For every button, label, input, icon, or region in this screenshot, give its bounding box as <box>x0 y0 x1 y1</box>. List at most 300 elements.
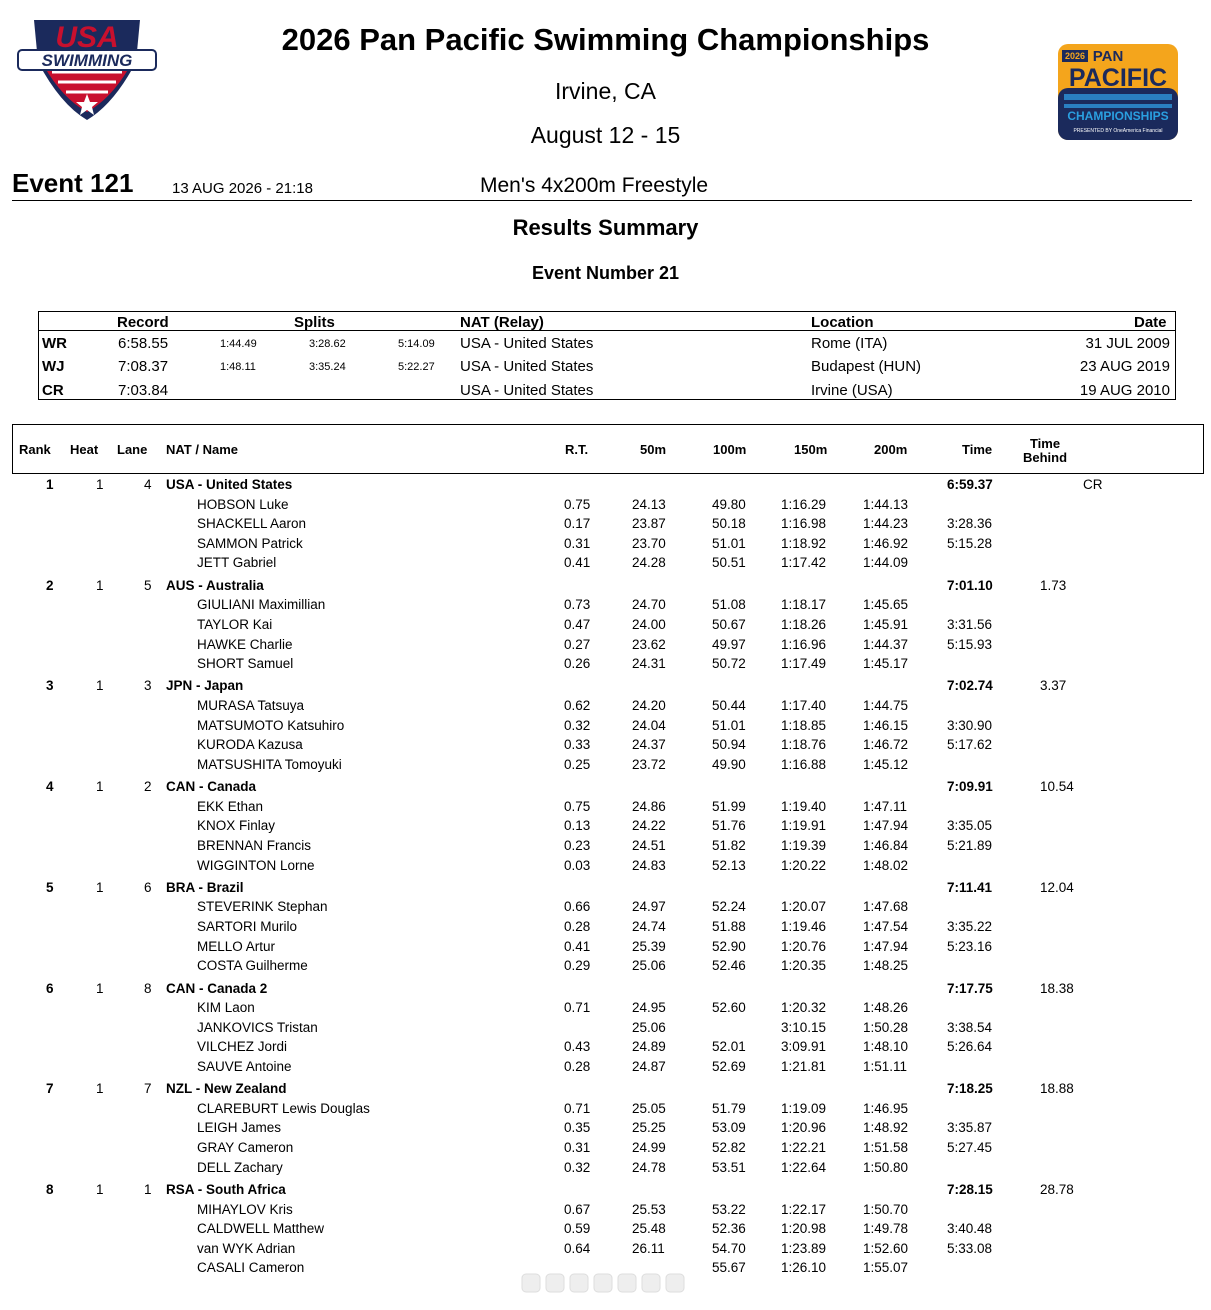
swimmer-row <box>0 617 1211 637</box>
team-behind: 3.37 <box>1040 678 1067 694</box>
team-lane: 5 <box>144 577 152 593</box>
swimmer-rt: 0.33 <box>564 737 591 753</box>
team-time: 7:28.15 <box>947 1181 993 1197</box>
swimmer-s50: 24.37 <box>632 737 666 753</box>
swimmer-rt: 0.67 <box>564 1201 591 1217</box>
page-indicator-dots <box>520 1270 690 1296</box>
championship-title: 2026 Pan Pacific Swimming Championships <box>281 22 930 57</box>
swimmer-s200: 1:47.68 <box>863 899 909 915</box>
swimmer-s150: 1:18.76 <box>781 737 827 753</box>
team-team: CAN - Canada <box>166 779 257 795</box>
col-time-behind-line1: Time <box>1029 436 1061 451</box>
swimmer-s50: 25.06 <box>632 1019 666 1035</box>
team-heat: 1 <box>96 477 104 492</box>
swimmer-s200: 1:50.80 <box>863 1159 909 1175</box>
team-time: 7:11.41 <box>947 879 993 895</box>
swimmer-rt: 0.73 <box>564 597 591 613</box>
swimmer-row <box>0 737 1211 757</box>
swimmer-row <box>0 1160 1211 1180</box>
team-time: 6:59.37 <box>947 477 993 492</box>
team-rank: 8 <box>46 1181 54 1197</box>
swimmer-cum: 3:30.90 <box>947 717 993 733</box>
swimmer-s150: 1:19.46 <box>781 919 827 934</box>
swimmer-row <box>0 939 1211 959</box>
swimmer-rt: 0.32 <box>564 1159 591 1175</box>
swimmer-s200: 1:48.25 <box>863 958 909 974</box>
swimmer-s150: 1:20.98 <box>781 1221 827 1237</box>
swimmer-row <box>0 516 1211 536</box>
swimmer-s100: 50.51 <box>712 555 746 571</box>
team-rank: 2 <box>46 577 54 593</box>
championship-dates: August 12 - 15 <box>530 122 681 148</box>
team-time: 7:17.75 <box>947 980 993 996</box>
event-name: Men's 4x200m Freestyle <box>480 174 709 197</box>
team-heat: 1 <box>96 879 104 895</box>
swimmer-s200: 1:49.78 <box>863 1221 909 1237</box>
swimmer-s150: 1:17.42 <box>781 555 827 571</box>
swimmer-s50: 24.28 <box>632 555 666 571</box>
team-team: BRA - Brazil <box>166 879 244 895</box>
swimmer-s150: 1:23.89 <box>781 1240 827 1256</box>
team-row <box>0 981 1211 1001</box>
records-table <box>38 311 1176 400</box>
team-lane: 6 <box>144 879 152 895</box>
swimmer-rt: 0.41 <box>564 555 591 571</box>
swimmer-name: GIULIANI Maximillian <box>197 597 326 613</box>
swimmer-s100: 51.79 <box>712 1100 746 1116</box>
swimmer-s150: 3:10.15 <box>781 1019 827 1035</box>
swimmer-row <box>0 858 1211 878</box>
swimmer-s150: 1:20.22 <box>781 857 827 873</box>
swimmer-s150: 1:22.21 <box>781 1140 827 1155</box>
swimmer-rt: 0.62 <box>564 698 591 713</box>
swimmer-s200: 1:55.07 <box>863 1260 909 1276</box>
swimmer-name: SHORT Samuel <box>197 656 294 672</box>
swimmer-s100: 53.09 <box>712 1120 746 1136</box>
record-nat: USA - United States <box>460 382 594 399</box>
swimmer-s100: 52.82 <box>712 1140 746 1155</box>
swimmer-s50: 23.62 <box>632 636 666 652</box>
swimmer-s50: 24.86 <box>632 798 666 814</box>
swimmer-name: MURASA Tatsuya <box>197 698 305 713</box>
swimmer-s100: 53.22 <box>712 1201 746 1217</box>
team-behind: 10.54 <box>1040 779 1074 795</box>
swimmer-s50: 24.51 <box>632 837 666 853</box>
team-lane: 2 <box>144 779 152 795</box>
swimmer-cum: 5:15.93 <box>947 636 993 652</box>
swimmer-rt: 0.35 <box>564 1120 591 1136</box>
swimmer-s100: 49.80 <box>712 496 746 512</box>
record-s1: 1:44.49 <box>220 338 257 350</box>
records-header-date: Date <box>1134 314 1167 331</box>
team-behind: 18.38 <box>1040 980 1074 996</box>
team-lane: 4 <box>144 477 152 492</box>
swimmer-s100: 50.18 <box>712 516 746 532</box>
swimmer-s200: 1:50.70 <box>863 1201 909 1217</box>
team-flag: CR <box>1083 477 1103 492</box>
swimmer-s50: 24.31 <box>632 656 666 672</box>
swimmer-row <box>0 698 1211 718</box>
swimmer-name: JANKOVICS Tristan <box>197 1019 318 1035</box>
swimmer-s200: 1:45.65 <box>863 597 909 613</box>
team-heat: 1 <box>96 1081 104 1097</box>
team-row <box>0 779 1211 799</box>
swimmer-rt: 0.31 <box>564 1140 591 1155</box>
event-divider <box>12 200 1192 201</box>
swimmer-s200: 1:46.15 <box>863 717 909 733</box>
swimmer-s150: 1:16.29 <box>781 496 827 512</box>
swimmer-s100: 51.99 <box>712 798 746 814</box>
swimmer-s50: 23.70 <box>632 535 666 551</box>
swimmer-name: TAYLOR Kai <box>197 616 273 632</box>
team-lane: 1 <box>144 1181 152 1197</box>
swimmer-row <box>0 555 1211 575</box>
record-s3: 5:14.09 <box>398 338 435 350</box>
swimmer-s200: 1:45.91 <box>863 616 909 632</box>
swimmer-s50: 24.13 <box>632 496 666 512</box>
record-date: 19 AUG 2010 <box>1079 382 1170 399</box>
pp-logo-championships: CHAMPIONSHIPS <box>1067 109 1169 123</box>
swimmer-row <box>0 497 1211 517</box>
swimmer-cum: 5:21.89 <box>947 837 993 853</box>
team-rank: 3 <box>46 678 54 694</box>
record-time: 7:03.84 <box>118 382 169 399</box>
record-time: 6:58.55 <box>118 335 169 352</box>
swimmer-name: JETT Gabriel <box>197 555 277 571</box>
team-heat: 1 <box>96 678 104 694</box>
team-time: 7:18.25 <box>947 1081 993 1097</box>
team-heat: 1 <box>96 577 104 593</box>
swimmer-name: HOBSON Luke <box>197 496 289 512</box>
col-heat: Heat <box>70 442 99 457</box>
swimmer-s150: 1:20.96 <box>781 1120 827 1136</box>
swimmer-rt: 0.17 <box>564 516 591 532</box>
swimmer-s150: 1:16.88 <box>781 756 827 772</box>
swimmer-row <box>0 536 1211 556</box>
swimmer-s150: 1:26.10 <box>781 1260 827 1276</box>
col-nat-name: NAT / Name <box>166 442 238 457</box>
swimmer-s150: 1:20.76 <box>781 938 827 954</box>
usa-logo-text-top: USA <box>55 21 119 54</box>
swimmer-s150: 1:22.64 <box>781 1159 827 1175</box>
swimmer-s50: 23.72 <box>632 756 666 772</box>
team-row <box>0 1081 1211 1101</box>
swimmer-s150: 1:17.40 <box>781 698 827 713</box>
swimmer-s200: 1:52.60 <box>863 1240 909 1256</box>
swimmer-s100: 50.44 <box>712 698 746 713</box>
swimmer-s200: 1:47.11 <box>863 798 908 814</box>
swimmer-s50: 25.48 <box>632 1221 666 1237</box>
team-heat: 1 <box>96 1181 104 1197</box>
swimmer-s150: 1:19.40 <box>781 798 827 814</box>
swimmer-name: SAUVE Antoine <box>197 1058 292 1074</box>
team-time: 7:09.91 <box>947 779 993 795</box>
swimmer-name: WIGGINTON Lorne <box>197 857 315 873</box>
team-lane: 3 <box>144 678 152 694</box>
swimmer-name: KURODA Kazusa <box>197 737 303 753</box>
col-rank: Rank <box>19 442 51 457</box>
swimmer-s200: 1:46.84 <box>863 837 909 853</box>
swimmer-s200: 1:51.58 <box>863 1140 909 1155</box>
swimmer-cum: 5:23.16 <box>947 938 993 954</box>
team-rank: 6 <box>46 980 54 996</box>
swimmer-rt: 0.41 <box>564 938 591 954</box>
swimmer-row <box>0 757 1211 777</box>
swimmer-rt: 0.75 <box>564 798 591 814</box>
swimmer-rt: 0.03 <box>564 857 591 873</box>
swimmer-rt: 0.59 <box>564 1221 591 1237</box>
swimmer-s200: 1:47.94 <box>863 818 909 834</box>
team-team: AUS - Australia <box>166 577 264 593</box>
swimmer-s200: 1:48.26 <box>863 1000 909 1016</box>
swimmer-s50: 24.20 <box>632 698 666 713</box>
team-behind: 18.88 <box>1040 1081 1074 1097</box>
swimmer-s200: 1:48.02 <box>863 857 909 873</box>
swimmer-name: MATSUSHITA Tomoyuki <box>197 756 342 772</box>
swimmer-name: SAMMON Patrick <box>197 535 303 551</box>
swimmer-s100: 51.01 <box>712 535 746 551</box>
swimmer-s150: 1:21.81 <box>781 1058 827 1074</box>
records-header-divider <box>38 330 1176 331</box>
swimmer-cum: 3:35.05 <box>947 818 993 834</box>
record-code: CR <box>42 382 64 399</box>
team-rank: 5 <box>46 879 54 895</box>
swimmer-row <box>0 838 1211 858</box>
team-team: USA - United States <box>166 477 293 492</box>
swimmer-cum: 5:26.64 <box>947 1039 993 1055</box>
team-row <box>0 477 1211 497</box>
swimmer-s100: 53.51 <box>712 1159 746 1175</box>
swimmer-rt: 0.47 <box>564 616 591 632</box>
championship-location: Irvine, CA <box>555 78 656 104</box>
swimmer-rt: 0.43 <box>564 1039 591 1055</box>
swimmer-s50: 24.70 <box>632 597 666 613</box>
records-header-record: Record <box>117 314 169 331</box>
swimmer-s50: 24.04 <box>632 717 666 733</box>
record-s3: 5:22.27 <box>398 361 435 373</box>
swimmer-name: CASALI Cameron <box>197 1260 305 1276</box>
team-rank: 4 <box>46 779 54 795</box>
swimmer-name: COSTA Guilherme <box>197 958 308 974</box>
col-time-behind-line2: Behind <box>1022 450 1068 465</box>
team-rank: 7 <box>46 1081 54 1097</box>
swimmer-s200: 1:47.54 <box>863 919 909 934</box>
pp-logo-sponsor: PRESENTED BY OneAmerica Financial <box>1073 128 1163 134</box>
col-time-behind <box>1020 437 1070 465</box>
results-summary-title: Results Summary <box>512 215 699 240</box>
swimmer-row <box>0 1140 1211 1160</box>
swimmer-s100: 50.72 <box>712 656 746 672</box>
col-rt: R.T. <box>565 442 589 457</box>
record-code: WJ <box>42 358 65 375</box>
swimmer-rt: 0.66 <box>564 899 591 915</box>
records-header-splits: Splits <box>294 314 335 331</box>
swimmer-name: GRAY Cameron <box>197 1140 294 1155</box>
swimmer-rt: 0.75 <box>564 496 591 512</box>
swimmer-name: CLAREBURT Lewis Douglas <box>197 1100 370 1116</box>
team-row <box>0 678 1211 698</box>
swimmer-s150: 1:18.26 <box>781 616 827 632</box>
swimmer-s50: 24.99 <box>632 1140 666 1155</box>
col-100m: 100m <box>713 442 747 457</box>
swimmer-row <box>0 1221 1211 1241</box>
swimmer-s150: 1:19.09 <box>781 1100 827 1116</box>
record-nat: USA - United States <box>460 335 594 352</box>
team-rank: 1 <box>46 477 54 492</box>
record-date: 31 JUL 2009 <box>1085 335 1170 352</box>
swimmer-s50: 25.06 <box>632 958 666 974</box>
col-lane: Lane <box>117 442 148 457</box>
swimmer-s100: 51.08 <box>712 597 746 613</box>
swimmer-row <box>0 1039 1211 1059</box>
team-row <box>0 578 1211 598</box>
swimmer-s50: 24.87 <box>632 1058 666 1074</box>
swimmer-s100: 52.60 <box>712 1000 746 1016</box>
swimmer-s200: 1:46.95 <box>863 1100 909 1116</box>
col-200m: 200m <box>874 442 908 457</box>
swimmer-s100: 51.76 <box>712 818 746 834</box>
swimmer-name: van WYK Adrian <box>197 1240 296 1256</box>
swimmer-row <box>0 1020 1211 1040</box>
swimmer-s50: 24.22 <box>632 818 666 834</box>
team-team: RSA - South Africa <box>166 1181 286 1197</box>
record-code: WR <box>42 335 67 352</box>
swimmer-name: HAWKE Charlie <box>197 636 293 652</box>
swimmer-s150: 1:20.07 <box>781 899 827 915</box>
swimmer-s100: 52.13 <box>712 857 746 873</box>
swimmer-s150: 1:22.17 <box>781 1201 827 1217</box>
swimmer-row <box>0 958 1211 978</box>
swimmer-row <box>0 718 1211 738</box>
swimmer-s100: 50.94 <box>712 737 746 753</box>
swimmer-rt: 0.28 <box>564 919 591 934</box>
swimmer-row <box>0 1241 1211 1261</box>
swimmer-row <box>0 1202 1211 1222</box>
swimmer-name: MIHAYLOV Kris <box>197 1201 293 1217</box>
team-team: CAN - Canada 2 <box>166 980 268 996</box>
swimmer-name: VILCHEZ Jordi <box>197 1039 288 1055</box>
swimmer-s50: 25.53 <box>632 1201 666 1217</box>
team-row <box>0 1182 1211 1202</box>
team-heat: 1 <box>96 980 104 996</box>
swimmer-s50: 24.83 <box>632 857 666 873</box>
swimmer-row <box>0 799 1211 819</box>
swimmer-rt: 0.32 <box>564 717 591 733</box>
swimmer-row <box>0 1000 1211 1020</box>
swimmer-rt: 0.25 <box>564 756 591 772</box>
swimmer-s200: 1:46.72 <box>863 737 909 753</box>
event-datetime: 13 AUG 2026 - 21:18 <box>172 180 313 197</box>
swimmer-s150: 1:19.91 <box>781 818 827 834</box>
swimmer-name: EKK Ethan <box>197 798 264 814</box>
swimmer-row <box>0 899 1211 919</box>
pp-logo-year: 2026 <box>1064 51 1086 61</box>
swimmer-s50: 25.25 <box>632 1120 666 1136</box>
swimmer-name: DELL Zachary <box>197 1159 283 1175</box>
swimmer-row <box>0 656 1211 676</box>
record-s1: 1:48.11 <box>220 361 256 373</box>
records-header-location: Location <box>811 314 874 331</box>
swimmer-s200: 1:44.75 <box>863 698 909 713</box>
swimmer-s50: 24.74 <box>632 919 666 934</box>
swimmer-s150: 1:17.49 <box>781 656 827 672</box>
swimmer-s100: 54.70 <box>712 1240 746 1256</box>
record-location: Rome (ITA) <box>811 335 888 352</box>
swimmer-rt: 0.27 <box>564 636 591 652</box>
swimmer-s50: 24.00 <box>632 616 666 632</box>
record-location: Irvine (USA) <box>811 382 893 399</box>
swimmer-cum: 5:15.28 <box>947 535 993 551</box>
swimmer-rt: 0.26 <box>564 656 591 672</box>
swimmer-s100: 49.90 <box>712 756 746 772</box>
swimmer-s100: 52.01 <box>712 1039 746 1055</box>
swimmer-s100: 55.67 <box>712 1260 746 1276</box>
swimmer-row <box>0 1059 1211 1079</box>
swimmer-s50: 25.05 <box>632 1100 666 1116</box>
swimmer-rt: 0.71 <box>564 1000 591 1016</box>
col-time: Time <box>962 442 993 457</box>
swimmer-s50: 24.89 <box>632 1039 666 1055</box>
record-date: 23 AUG 2019 <box>1079 358 1170 375</box>
swimmer-name: CALDWELL Matthew <box>197 1221 325 1237</box>
swimmer-rt: 0.31 <box>564 535 591 551</box>
swimmer-s200: 1:44.09 <box>863 555 909 571</box>
swimmer-cum: 3:35.87 <box>947 1120 993 1136</box>
swimmer-name: KNOX Finlay <box>197 818 276 834</box>
swimmer-s150: 1:16.98 <box>781 516 827 532</box>
swimmer-cum: 3:28.36 <box>947 516 993 532</box>
swimmer-s200: 1:45.17 <box>863 656 909 672</box>
swimmer-name: SARTORI Murilo <box>197 919 298 934</box>
swimmer-s150: 1:18.92 <box>781 535 827 551</box>
swimmer-rt: 0.23 <box>564 837 591 853</box>
swimmer-s200: 1:47.94 <box>863 938 909 954</box>
swimmer-name: MELLO Artur <box>197 938 276 954</box>
swimmer-name: LEIGH James <box>197 1120 282 1136</box>
swimmer-cum: 5:33.08 <box>947 1240 993 1256</box>
swimmer-name: SHACKELL Aaron <box>197 516 307 532</box>
swimmer-name: MATSUMOTO Katsuhiro <box>197 717 345 733</box>
swimmer-cum: 3:40.48 <box>947 1221 993 1237</box>
swimmer-s50: 23.87 <box>632 516 666 532</box>
swimmer-name: BRENNAN Francis <box>197 837 312 853</box>
record-time: 7:08.37 <box>118 358 169 375</box>
record-nat: USA - United States <box>460 358 594 375</box>
team-heat: 1 <box>96 779 104 795</box>
team-behind: 1.73 <box>1040 577 1067 593</box>
swimmer-s100: 49.97 <box>712 636 746 652</box>
swimmer-cum: 3:35.22 <box>947 919 993 934</box>
swimmer-rt: 0.71 <box>564 1100 591 1116</box>
swimmer-cum: 5:17.62 <box>947 737 993 753</box>
team-time: 7:02.74 <box>947 678 993 694</box>
pp-logo-pacific: PACIFIC <box>1068 64 1168 92</box>
swimmer-s150: 1:18.85 <box>781 717 827 733</box>
swimmer-s50: 26.11 <box>632 1240 665 1256</box>
record-location: Budapest (HUN) <box>811 358 922 375</box>
swimmer-name: KIM Laon <box>197 1000 255 1016</box>
swimmer-s100: 51.82 <box>712 837 746 853</box>
swimmer-cum: 3:38.54 <box>947 1019 993 1035</box>
swimmer-row <box>0 597 1211 617</box>
swimmer-s50: 24.97 <box>632 899 666 915</box>
swimmer-s100: 52.36 <box>712 1221 746 1237</box>
team-lane: 8 <box>144 980 152 996</box>
team-row <box>0 880 1211 900</box>
team-team: JPN - Japan <box>166 678 244 694</box>
swimmer-s100: 51.01 <box>712 717 746 733</box>
swimmer-row <box>0 637 1211 657</box>
